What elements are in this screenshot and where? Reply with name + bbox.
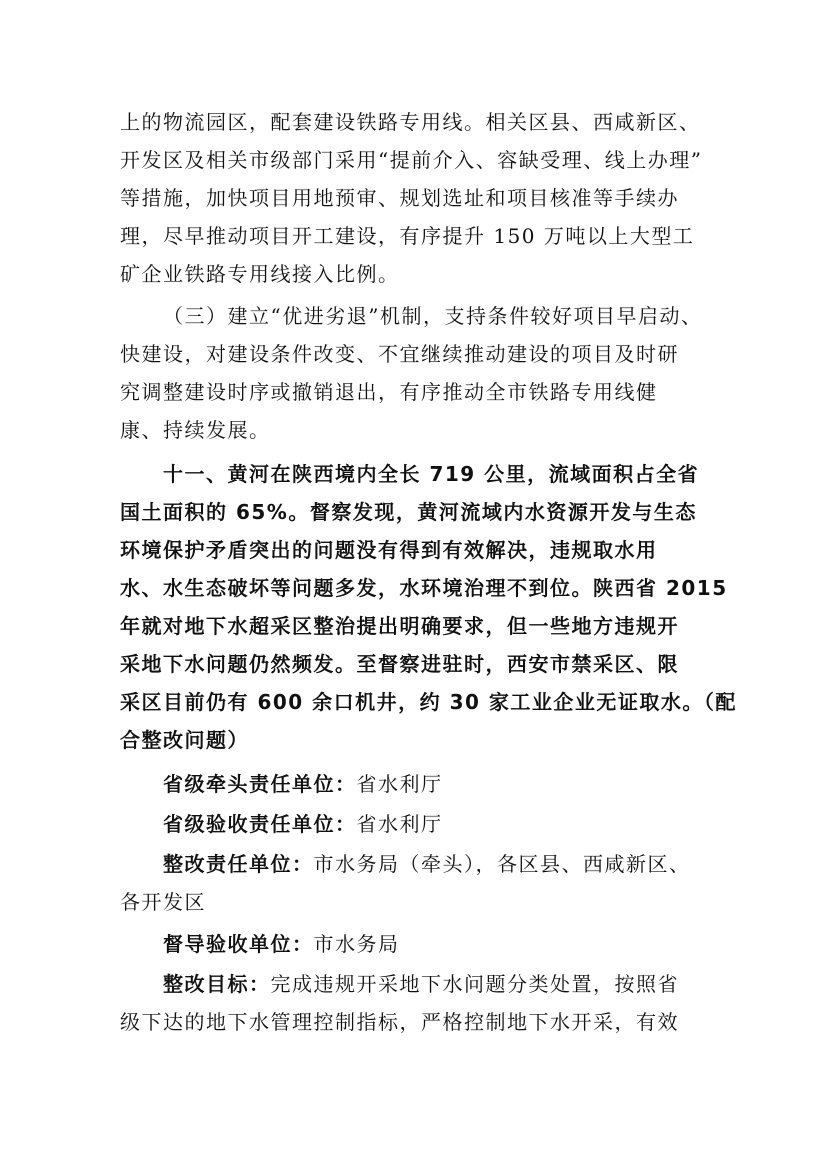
provincial-accept-label: 省级验收责任单位：: [163, 812, 357, 836]
section-heading-line: 水、水生态破坏等问题多发，水环境治理不到位。陕西省 2015: [120, 576, 728, 600]
body-line: （三）建立“优进劣退”机制，支持条件较好项目早启动、: [163, 304, 703, 328]
body-line: 开发区及相关市级部门采用“提前介入、容缺受理、线上办理”: [120, 148, 703, 172]
section-heading-line: 环境保护矛盾突出的问题没有得到有效解决，违规取水用: [120, 538, 658, 562]
supervise-row: [163, 926, 706, 962]
provincial-lead-row: [163, 766, 706, 802]
goal-label: 整改目标：: [163, 972, 271, 996]
section-heading-line: 采区目前仍有 600 余口机井，约 30 家工业企业无证取水。（配: [120, 690, 737, 714]
provincial-lead-label: 省级牵头责任单位：: [163, 772, 357, 796]
rectify-value: 市水务局（牵头），各区县、西咸新区、: [313, 852, 691, 876]
body-line: 康、持续发展。: [120, 418, 271, 442]
provincial-accept-row: [163, 806, 706, 842]
rectify-value-continued: 各开发区: [120, 890, 206, 914]
section-heading-line: 合整改问题）: [120, 728, 249, 752]
body-line: 究调整建设时序或撤销退出，有序推动全市铁路专用线健: [120, 380, 658, 404]
goal-row: [163, 966, 706, 1002]
section-heading-line: 国土面积的 65%。督察发现，黄河流域内水资源开发与生态: [120, 500, 697, 524]
supervise-label: 督导验收单位：: [163, 932, 314, 956]
body-line: 等措施，加快项目用地预审、规划选址和项目核准等手续办: [120, 186, 679, 210]
body-line: 矿企业铁路专用线接入比例。: [120, 262, 400, 286]
rectify-row: [163, 846, 706, 882]
section-heading-line: 十一、黄河在陕西境内全长 719 公里，流域面积占全省: [163, 462, 700, 486]
section-heading-line: 采地下水问题仍然频发。至督察进驻时，西安市禁采区、限: [120, 652, 679, 676]
section-heading-line: 年就对地下水超采区整治提出明确要求，但一些地方违规开: [120, 614, 679, 638]
provincial-lead-value: 省水利厅: [356, 772, 443, 796]
goal-value-continued: 级下达的地下水管理控制指标，严格控制地下水开采，有效: [120, 1010, 679, 1034]
goal-value: 完成违规开采地下水问题分类处置，按照省: [270, 972, 679, 996]
body-line: 快建设，对建设条件改变、不宜继续推动建设的项目及时研: [120, 342, 679, 366]
body-line: 理，尽早推动项目开工建设，有序提升 150 万吨以上大型工: [120, 224, 695, 248]
rectify-label: 整改责任单位：: [163, 852, 314, 876]
provincial-accept-value: 省水利厅: [356, 812, 443, 836]
supervise-value: 市水务局: [313, 932, 400, 956]
body-line: 上的物流园区，配套建设铁路专用线。相关区县、西咸新区、: [120, 110, 701, 134]
